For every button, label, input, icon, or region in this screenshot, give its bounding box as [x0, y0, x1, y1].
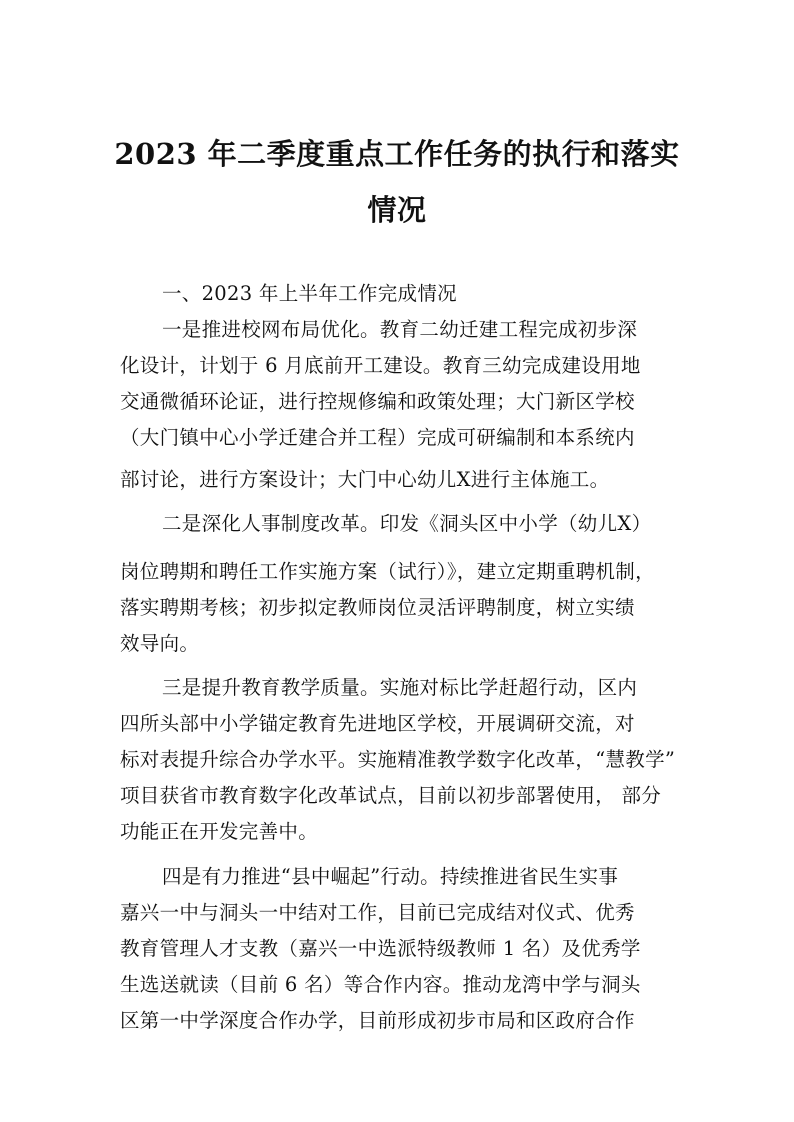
paragraph-3-line-4: 项目获省市教育数字化改革试点，目前以初步部署使用， 部分 [120, 784, 662, 807]
paragraph-4-line-1: 四是有力推进“县中崛起”行动。持续推进省民生实事 [162, 865, 619, 888]
paragraph-1-line-5: 部讨论，进行方案设计；大门中心幼儿X进行主体施工。 [120, 468, 610, 491]
paragraph-3-line-1: 三是提升教育教学质量。实施对标比学赶超行动，区内 [162, 676, 638, 699]
paragraph-4-line-3: 教育管理人才支教（嘉兴一中选派特级教师 1 名）及优秀学 [120, 937, 641, 960]
paragraph-3-line-5: 功能正在开发完善中。 [120, 820, 319, 843]
paragraph-1-line-3: 交通微循环论证，进行控规修编和政策处理；大门新区学校 [120, 390, 635, 413]
paragraph-1-line-1: 一是推进校网布局优化。教育二幼迁建工程完成初步深 [162, 318, 638, 341]
paragraph-1-line-2: 化设计，计划于 6 月底前开工建设。教育三幼完成建设用地 [120, 354, 641, 377]
paragraph-2-line-3: 落实聘期考核；初步拟定教师岗位灵活评聘制度，树立实绩 [120, 596, 635, 619]
paragraph-1-line-4: （大门镇中心小学迁建合并工程）完成可研编制和本系统内 [120, 426, 635, 449]
paragraph-2-line-4: 效导向。 [120, 632, 200, 655]
paragraph-4-line-2: 嘉兴一中与洞头一中结对工作，目前已完成结对仪式、优秀 [120, 901, 635, 924]
paragraph-2-line-2: 岗位聘期和聘任工作实施方案（试行）》，建立定期重聘机制， [120, 560, 655, 583]
paragraph-3-line-3: 标对表提升综合办学水平。实施精准教学数字化改革，“慧教学” [120, 748, 676, 771]
paragraph-4-line-4: 生选送就读（目前 6 名）等合作内容。推动龙湾中学与洞头 [120, 973, 641, 996]
paragraph-2-line-1: 二是深化人事制度改革。印发《洞头区中小学（幼儿X） [162, 512, 652, 535]
section-heading: 一、2023 年上半年工作完成情况 [162, 282, 457, 305]
paragraph-3-line-2: 四所头部中小学锚定教育先进地区学校，开展调研交流，对 [120, 712, 635, 735]
paragraph-4-line-5: 区第一中学深度合作办学，目前形成初步市局和区政府合作 [120, 1009, 635, 1032]
document-title-line-1: 2023 年二季度重点工作任务的执行和落实 [114, 137, 680, 171]
document-title-line-2: 情况 [367, 193, 427, 227]
